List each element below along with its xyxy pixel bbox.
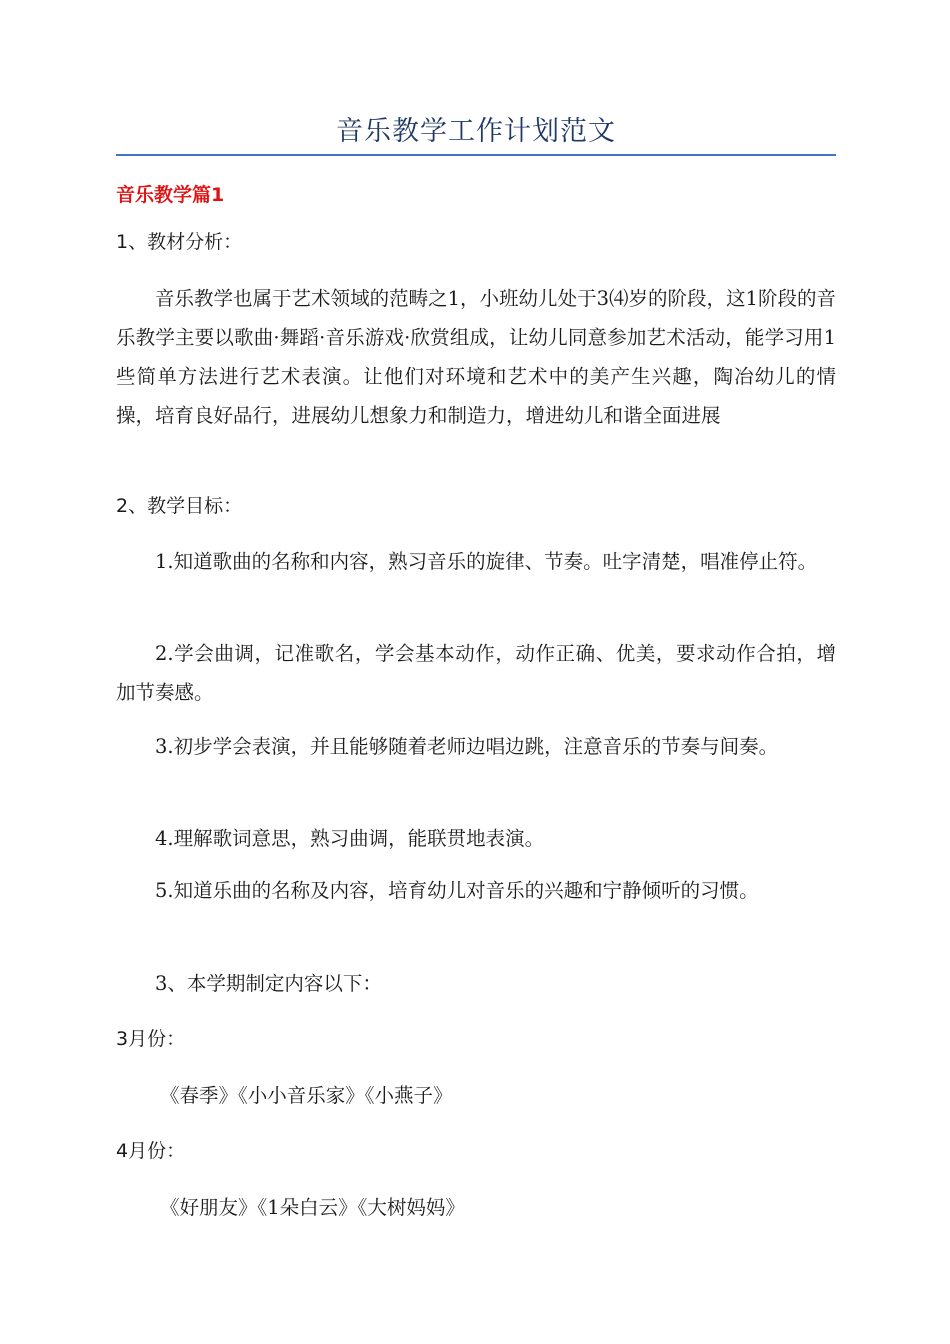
month-songs: 《春季》《小小音乐家》《小燕子》: [160, 1084, 453, 1107]
analysis-paragraph: 音乐教学也属于艺术领域的范畴之1，小班幼儿处于3⑷岁的阶段，这1阶段的音乐教学主要以歌曲·舞蹈·音乐游戏·欣赏组成，让幼儿同意参加艺术活动，能学习用1些简单方法进行艺术表演。让他们对环境和艺术中的美产生兴趣，陶冶幼儿的情操，培育良好品行，进展幼儿想象力和制造力，增进幼儿和谐全面进展: [116, 287, 836, 427]
title-underline: [116, 154, 836, 156]
plan-intro: 3、本学期制定内容以下：: [155, 972, 382, 995]
goal-item: 5.知道乐曲的名称及内容，培育幼儿对音乐的兴趣和宁静倾听的习惯。: [155, 879, 759, 902]
goal-item: 2.学会曲调，记准歌名，学会基本动作，动作正确、优美，要求动作合拍，增加节奏感。: [116, 642, 836, 704]
goal-item: 1.知道歌曲的名称和内容，熟习音乐的旋律、节奏。吐字清楚，唱准停止符。: [155, 550, 818, 573]
section-heading: 音乐教学篇1: [116, 184, 225, 206]
month-label: 3月份：: [116, 1028, 186, 1050]
section-label-goals: 2、教学目标：: [116, 495, 243, 517]
goal-item: 4.理解歌词意思，熟习曲调，能联贯地表演。: [155, 827, 545, 850]
goal-item: 3.初步学会表演，并且能够随着老师边唱边跳，注意音乐的节奏与间奏。: [155, 735, 779, 758]
month-label: 4月份：: [116, 1140, 186, 1162]
document-title: 音乐教学工作计划范文: [336, 116, 616, 147]
month-songs: 《好朋友》《1朵白云》《大树妈妈》: [160, 1196, 465, 1219]
section-label-analysis: 1、教材分析：: [116, 231, 243, 253]
